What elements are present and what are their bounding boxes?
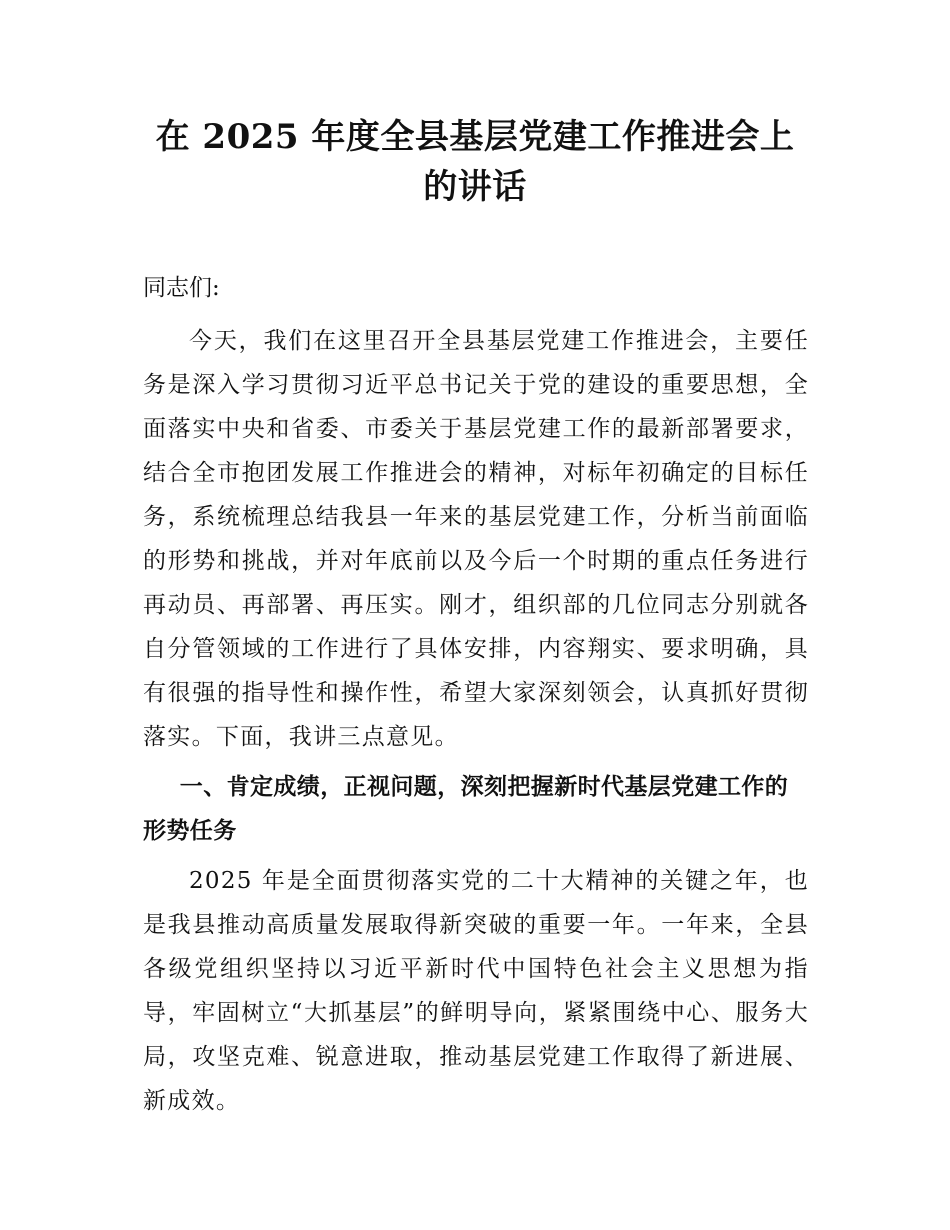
document-title: 在 2025 年度全县基层党建工作推进会上的讲话 [155, 117, 795, 207]
section-heading-1: 一、肯定成绩，正视问题，深刻把握新时代基层党建工作的形势任务 [143, 774, 789, 844]
paragraph-intro: 今天，我们在这里召开全县基层党建工作推进会，主要任务是深入学习贯彻习近平总书记关于党的建设的重要思想，全面落实中央和省委、市委关于基层党建工作的最新部署要求，结合全市抱团发展工作推进会的精神，对标年初确定的目标任务，系统梳理总结我县一年来的基层党建工作，分析当前面临的形势和挑战，并对年底前以及今后一个时期的重点任务进行再动员、再部署、再压实。刚才，组织部的几位同志分别就各自分管领域的工作进行了具体安排，内容翔实、要求明确，具有很强的指导性和操作性，希望大家深刻领会，认真抓好贯彻落实。下面，我讲三点意见。 [143, 328, 809, 750]
paragraph-section-1: 2025 年是全面贯彻落实党的二十大精神的关键之年，也是我县推动高质量发展取得新突破的重要一年。一年来，全县各级党组织坚持以习近平新时代中国特色社会主义思想为指导，牢固树立“大抓基层”的鲜明导向，紧紧围绕中心、服务大局，攻坚克难、锐意进取，推动基层党建工作取得了新进展、新成效。 [143, 868, 809, 1114]
salutation: 同志们: [143, 275, 220, 301]
